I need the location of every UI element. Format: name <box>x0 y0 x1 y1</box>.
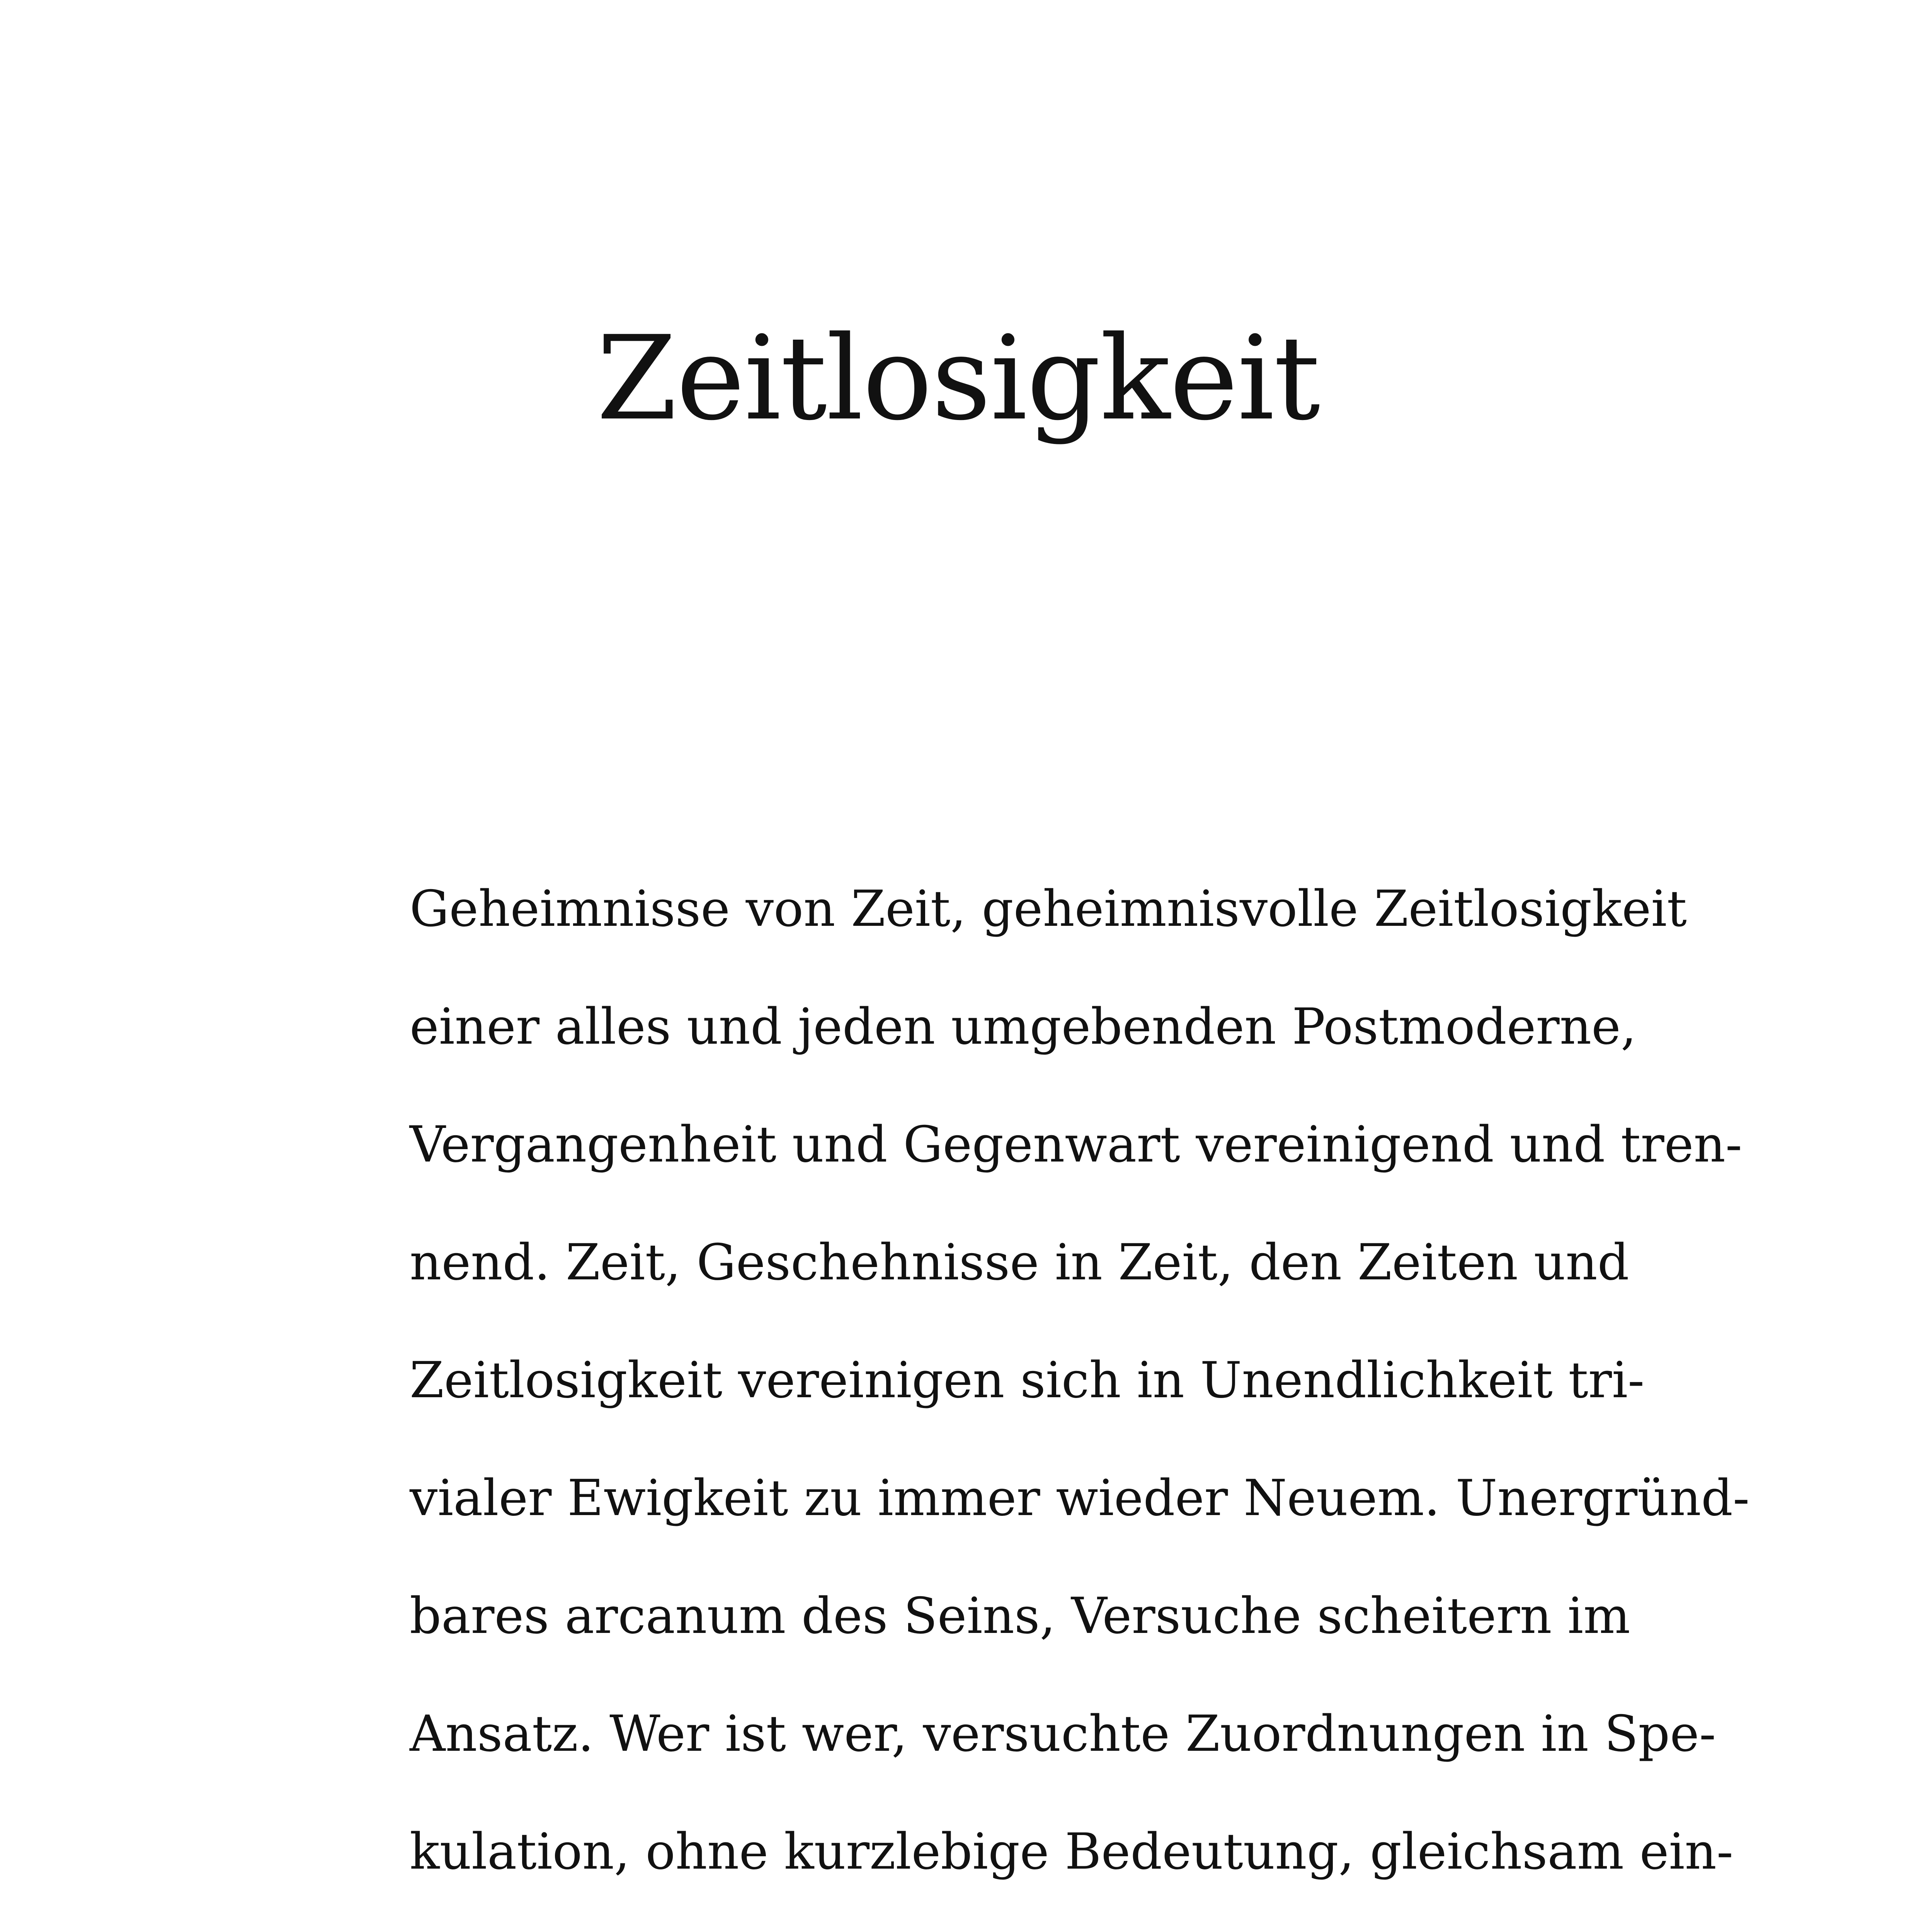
text-line: nend. Zeit, Geschehnisse in Zeit, den Zeiten und <box>410 1234 1629 1291</box>
text-line: vialer Ewigkeit zu immer wieder Neuem. Unergründ- <box>410 1469 1750 1527</box>
page-title: Zeitlosigkeit <box>596 311 1320 446</box>
text-line: Vergangenheit und Gegenwart vereinigend und tren- <box>410 1116 1742 1173</box>
text-line: bares arcanum des Seins, Versuche scheitern im <box>410 1587 1630 1645</box>
text-line <box>410 1911 1577 1932</box>
text-line: Geheimnisse von Zeit, geheimnisvolle Zeitlosigkeit <box>410 880 1687 938</box>
text-line: Ansatz. Wer ist wer, versuchte Zuordnungen in Spe- <box>410 1705 1716 1763</box>
text-line: kulation, ohne kurzlebige Bedeutung, gleichsam ein- <box>410 1823 1734 1881</box>
body-text <box>410 850 1750 1932</box>
text-line: einer alles und jeden umgebenden Postmoderne, <box>410 998 1637 1056</box>
text-line: Zeitlosigkeit vereinigen sich in Unendlichkeit tri- <box>410 1352 1645 1409</box>
